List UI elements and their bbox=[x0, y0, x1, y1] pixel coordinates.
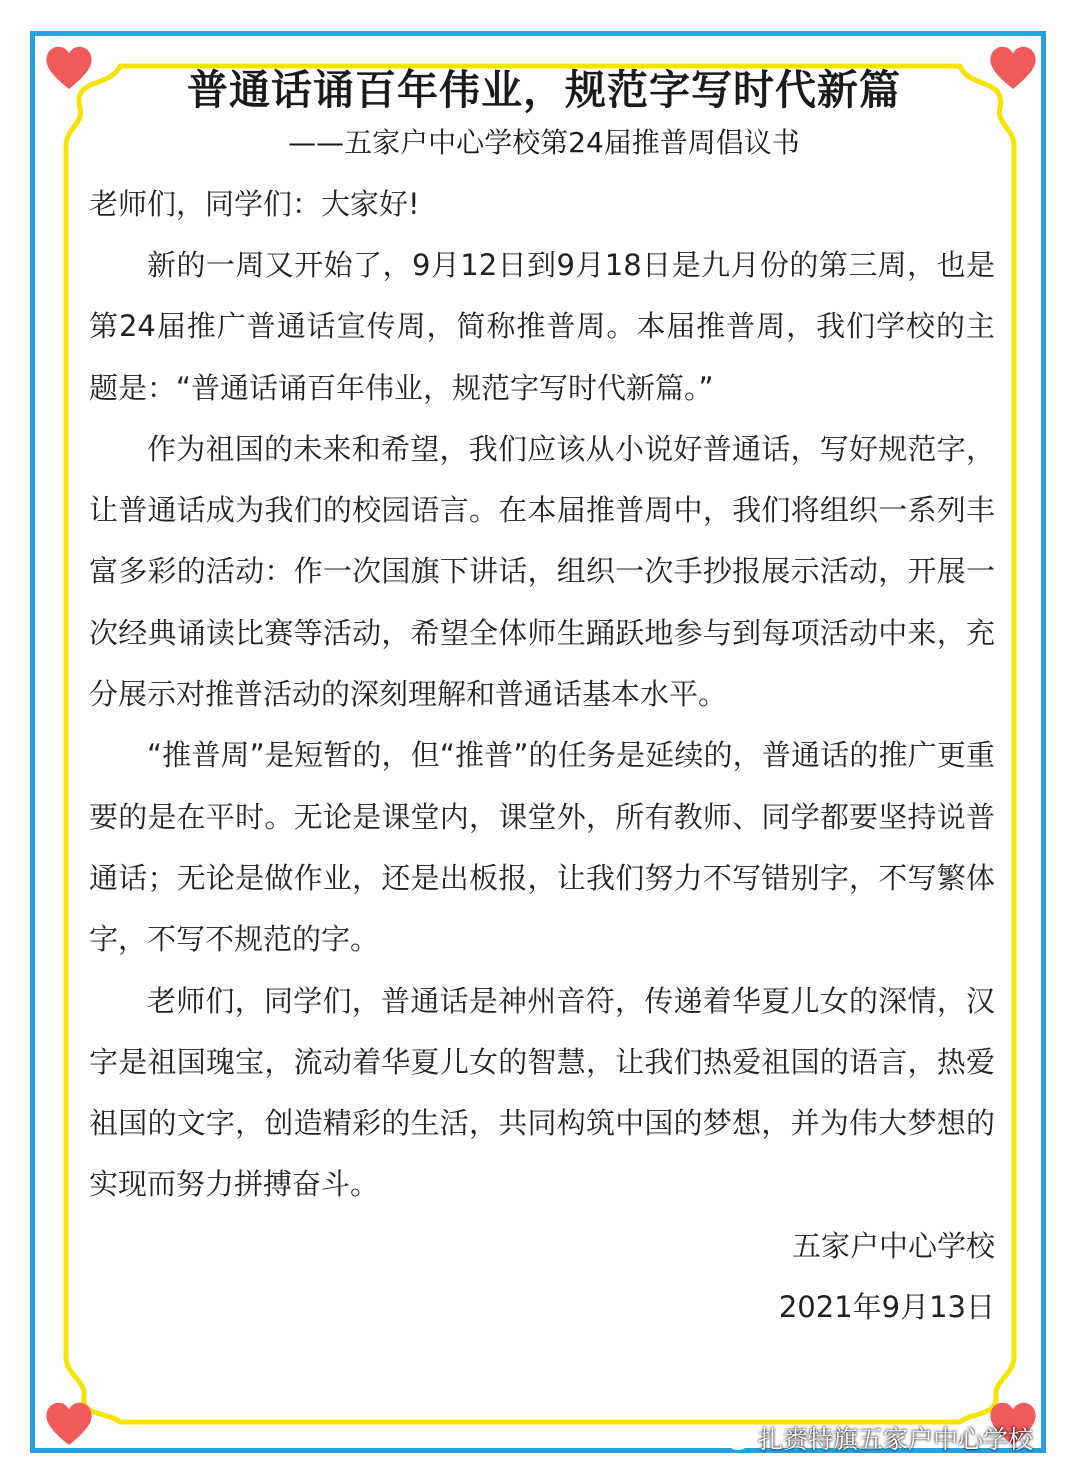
paragraph: 作为祖国的未来和希望，我们应该从小说好普通话，写好规范字，让普通话成为我们的校园语言。在本届推普周中，我们将组织一系列丰富多彩的活动：作一次国旗下讲话，组织一次手抄报展示活动，开展一次经典诵读比赛等活动，希望全体师生踊跃地参与到每项活动中来，充分展示对推普活动的深刻理解和普通话基本水平。 bbox=[89, 431, 995, 712]
signature-school: 五家户中心学校 bbox=[791, 1228, 995, 1263]
greeting: 老师们，同学们：大家好! bbox=[89, 187, 420, 221]
wechat-icon bbox=[712, 1423, 752, 1453]
watermark-text: 扎赉特旗五家户中心学校 bbox=[758, 1425, 1034, 1454]
heart-icon bbox=[42, 1396, 96, 1450]
paragraph: 新的一周又开始了，9月12日到9月18日是九月份的第三周，也是第24届推广普通话宣传周，简称推普周。本届推普周，我们学校的主题是：“普通话诵百年伟业，规范字写时代新篇。” bbox=[89, 248, 995, 405]
document-body bbox=[89, 60, 995, 1338]
document-title: 普通话诵百年伟业，规范字写时代新篇 bbox=[187, 66, 901, 114]
heart-icon bbox=[42, 40, 96, 94]
signature-date: 2021年9月13日 bbox=[778, 1289, 995, 1324]
document-subtitle: ——五家户中心学校第24届推普周倡议书 bbox=[288, 126, 800, 159]
paragraph: 老师们，同学们，普通话是神州音符，传递着华夏儿女的深情，汉字是祖国瑰宝，流动着华夏儿女的智慧，让我们热爱祖国的语言，热爱祖国的文字，创造精彩的生活，共同构筑中国的梦想，并为伟大梦想的实现而努力拼搏奋斗。 bbox=[89, 983, 995, 1202]
paragraph: “推普周”是短暂的，但“推普”的任务是延续的，普通话的推广更重要的是在平时。无论是课堂内，课堂外，所有教师、同学都要坚持说普通话；无论是做作业，还是出板报，让我们努力不写错别字，不写繁体字，不写不规范的字。 bbox=[89, 738, 995, 957]
wechat-watermark bbox=[712, 1418, 1033, 1458]
